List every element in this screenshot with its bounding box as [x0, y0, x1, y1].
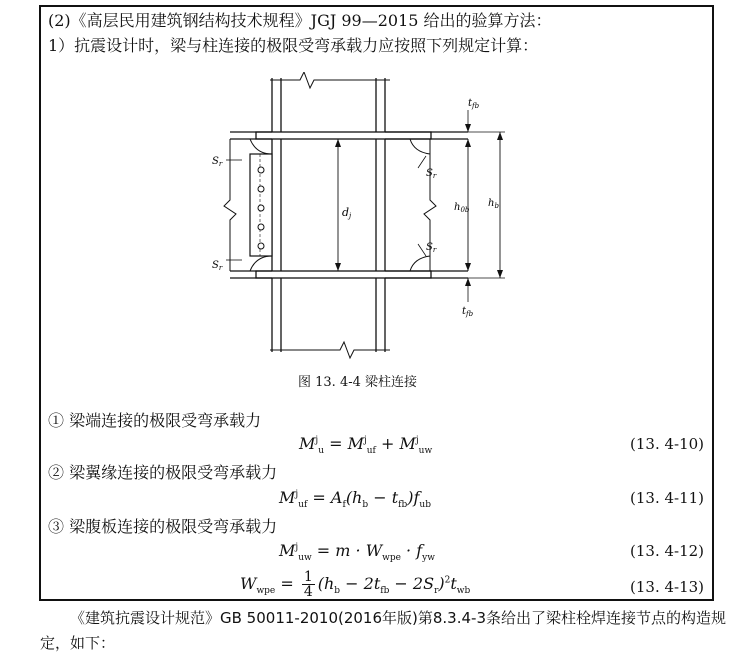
eq-number-2: (13. 4-11) — [630, 489, 705, 507]
label-sr-right-bottom: $S_r$ — [426, 242, 437, 254]
beam-column-connection-figure — [200, 72, 530, 364]
label-h0b: $h_{0b}$ — [454, 202, 470, 214]
equation-13-4-10: $M^j_u = M^j_{uf} + M^j_{uw}$ — [299, 434, 433, 457]
equation-13-4-13: $W_{wpe}$ = $\frac{1}{4}$ $(h_b - 2t_{fb} - 2S_r)^2t_{wb}$ — [240, 569, 471, 600]
label-sr-right-top: $S_r$ — [426, 168, 437, 180]
label-hb: $h_b$ — [488, 198, 499, 210]
item-2-label: ② 梁翼缘连接的极限受弯承载力 — [48, 463, 278, 482]
eq-number-3: (13. 4-12) — [630, 542, 705, 560]
item-1-label: ① 梁端连接的极限受弯承载力 — [48, 411, 262, 430]
eq-number-4: (13. 4-13) — [630, 578, 705, 596]
eq-number-1: (13. 4-10) — [630, 435, 705, 453]
label-tfb-bottom: $t_{fb}$ — [462, 306, 474, 318]
label-sr-left-top: $S_r$ — [212, 156, 223, 168]
figure-caption: 图 13. 4-4 梁柱连接 — [298, 375, 418, 390]
equation-13-4-11: $M^j_{uf} = A_f(h_b - t_{fb})f_{ub}$ — [279, 488, 431, 511]
header-line-1: (2)《高层民用建筑钢结构技术规程》JGJ 99—2015 给出的验算方法： — [48, 11, 552, 30]
label-sr-left-bottom: $S_r$ — [212, 260, 223, 272]
equation-13-4-12: $M^j_{uw} = m \cdot W_{wpe} \cdot f_{yw}$ — [279, 541, 435, 564]
item-3-label: ③ 梁腹板连接的极限受弯承载力 — [48, 517, 278, 536]
header-line-2: 1）抗震设计时，梁与柱连接的极限受弯承载力应按照下列规定计算： — [48, 36, 539, 55]
label-dj: dj — [342, 206, 352, 220]
footer-paragraph: 《建筑抗震设计规范》GB 50011-2010(2016年版)第8.3.4-3条给出了梁柱栓焊连接节点的构造规定，如下： — [40, 609, 726, 652]
label-tfb-top: $t_{fb}$ — [468, 98, 480, 110]
